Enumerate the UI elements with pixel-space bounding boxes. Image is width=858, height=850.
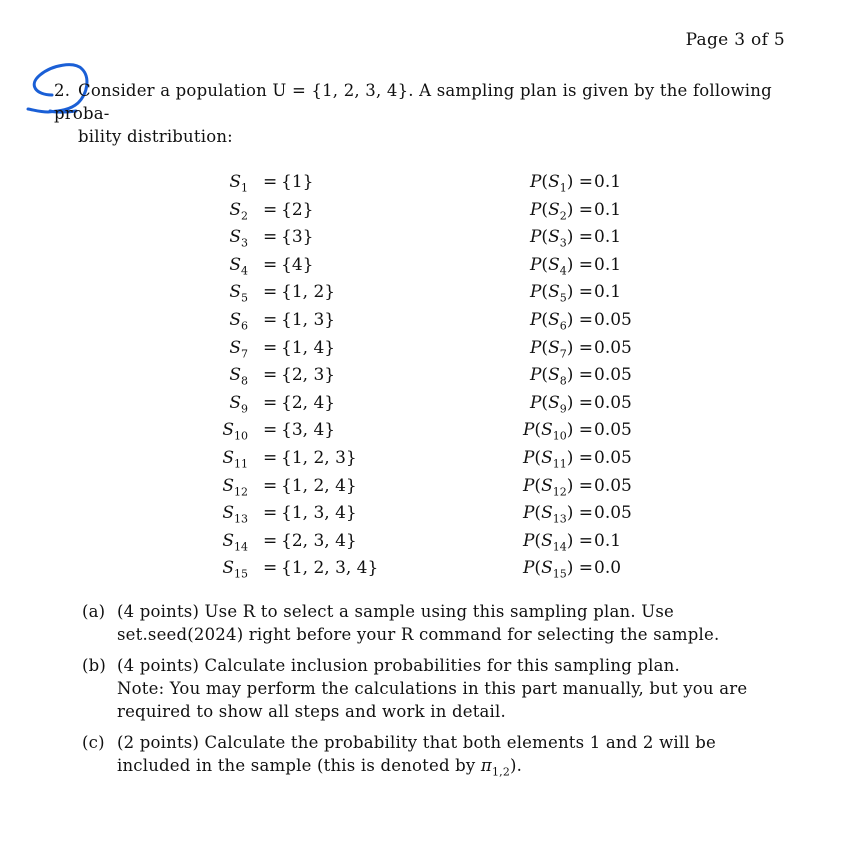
sample-label bbox=[188, 420, 248, 442]
sample-index: 1 bbox=[241, 181, 248, 195]
plan-row bbox=[0, 338, 858, 362]
equals-sign: = bbox=[263, 365, 278, 386]
probability-value: 0.05 bbox=[594, 475, 632, 496]
sample-index: 5 bbox=[241, 291, 248, 305]
probability-value: 0.0 bbox=[594, 558, 622, 579]
probability-label: $P(S_8)$ = bbox=[529, 365, 593, 388]
sample-symbol: S bbox=[229, 172, 241, 192]
probability-value: 0.05 bbox=[594, 365, 632, 386]
sample-label bbox=[188, 172, 248, 194]
sample-symbol: S bbox=[229, 227, 241, 248]
part-text bbox=[117, 731, 785, 783]
sample-symbol: S bbox=[229, 337, 241, 358]
part-c-text-end: ). bbox=[510, 756, 523, 775]
sample-index: 7 bbox=[241, 346, 248, 360]
equals-sign: = bbox=[263, 392, 278, 413]
problem-statement-line-2: bility distribution: bbox=[78, 127, 233, 146]
sample-index: 13 bbox=[234, 512, 248, 526]
sample-index: 10 bbox=[234, 429, 248, 443]
plan-row bbox=[0, 365, 858, 389]
sample-label bbox=[188, 365, 248, 387]
probability-label: $P(S_2)$ = bbox=[529, 199, 593, 222]
sample-index: 15 bbox=[234, 567, 248, 581]
plan-row bbox=[0, 227, 858, 251]
probability-label: $P(S_4)$ = bbox=[529, 254, 593, 278]
sample-set: {4} bbox=[281, 254, 314, 275]
plan-row bbox=[0, 420, 858, 444]
sample-label bbox=[188, 503, 248, 525]
plan-row bbox=[0, 476, 858, 500]
sample-set: {1, 3} bbox=[281, 310, 336, 330]
probability-value: 0.1 bbox=[594, 199, 622, 220]
sample-label bbox=[188, 282, 248, 304]
sample-symbol: S bbox=[222, 503, 234, 524]
sample-symbol: S bbox=[222, 558, 234, 579]
sample-symbol: S bbox=[229, 310, 241, 330]
probability-value: 0.05 bbox=[594, 310, 632, 330]
equals-sign: = bbox=[263, 420, 278, 441]
part-c-text: (2 points) Calculate the probability that both elements 1 and 2 will be included in the sample (this is denoted by bbox=[117, 733, 716, 775]
sample-set: {2} bbox=[281, 199, 314, 220]
problem-statement-line-1: onsider a population U = {1, 2, 3, 4}. A sampling plan is given by the following proba- bbox=[54, 81, 772, 123]
equals-sign: = bbox=[263, 337, 278, 358]
probability-label: $P(S_{12})$ = bbox=[522, 475, 593, 498]
sample-set: {2, 4} bbox=[281, 392, 336, 413]
sample-label bbox=[188, 200, 248, 222]
part-b bbox=[82, 654, 785, 723]
pi-symbol: π bbox=[480, 756, 492, 775]
sample-set: {1, 4} bbox=[281, 337, 336, 358]
sample-index: 11 bbox=[234, 457, 248, 471]
equals-sign: = bbox=[263, 282, 278, 303]
probability-label: $P(S_3)$ = bbox=[529, 227, 593, 250]
probability-label: $P(S_{10})$ = bbox=[522, 420, 593, 443]
sample-index: 2 bbox=[241, 208, 248, 222]
sample-label bbox=[188, 558, 248, 580]
sample-set: {1, 2, 3, 4} bbox=[281, 558, 379, 579]
equals-sign: = bbox=[263, 475, 278, 496]
sample-set: {2, 3} bbox=[281, 365, 336, 386]
equals-sign: = bbox=[263, 558, 278, 579]
equals-sign: = bbox=[263, 254, 278, 275]
sample-label bbox=[188, 338, 248, 360]
sample-set: {3} bbox=[281, 227, 314, 248]
sample-symbol: S bbox=[229, 282, 241, 303]
plan-row bbox=[0, 310, 858, 334]
sample-label bbox=[188, 531, 248, 553]
sample-symbol: S bbox=[222, 530, 234, 551]
sample-symbol: S bbox=[222, 420, 234, 441]
part-a bbox=[82, 600, 785, 646]
sample-set: {1, 2, 3} bbox=[281, 448, 357, 468]
plan-row bbox=[0, 200, 858, 224]
part-label: (b) bbox=[82, 656, 107, 675]
probability-value: 0.1 bbox=[594, 172, 622, 192]
sample-index: 8 bbox=[241, 374, 248, 388]
probability-label: $P(S_{14})$ = bbox=[522, 530, 593, 554]
problem-statement bbox=[54, 79, 785, 148]
part-text: (4 points) Calculate inclusion probabilities for this sampling plan. bbox=[117, 656, 680, 675]
probability-label: $P(S_{15})$ = bbox=[522, 558, 593, 581]
plan-row bbox=[0, 531, 858, 555]
probability-label: $P(S_6)$ = bbox=[529, 310, 593, 333]
probability-label: $P(S_7)$ = bbox=[529, 337, 593, 360]
sample-set: {1, 3, 4} bbox=[281, 503, 357, 524]
equals-sign: = bbox=[263, 530, 278, 551]
probability-value: 0.1 bbox=[594, 254, 622, 275]
sample-index: 12 bbox=[234, 484, 248, 498]
sample-symbol: S bbox=[222, 475, 234, 496]
probability-value: 0.1 bbox=[594, 282, 622, 303]
sample-label bbox=[188, 476, 248, 498]
part-note: Note: You may perform the calculations in this part manually, but you are required to show all steps and work in detail. bbox=[117, 679, 748, 721]
equals-sign: = bbox=[263, 227, 278, 248]
sample-index: 9 bbox=[241, 402, 248, 416]
problem-first-letter: C bbox=[78, 81, 91, 100]
question-parts bbox=[82, 600, 785, 791]
sample-index: 3 bbox=[241, 236, 248, 250]
part-label: (a) bbox=[82, 602, 106, 621]
sample-set: {1} bbox=[281, 172, 314, 192]
sample-label bbox=[188, 393, 248, 415]
sample-set: {3, 4} bbox=[281, 420, 336, 441]
sample-set: {1, 2, 4} bbox=[281, 475, 357, 496]
probability-value: 0.05 bbox=[594, 392, 632, 413]
part-text: (4 points) Use R to select a sample using this sampling plan. Use set.seed(2024) right before your R command for selecting the sample. bbox=[117, 602, 720, 644]
equals-sign: = bbox=[263, 448, 278, 468]
equals-sign: = bbox=[263, 310, 278, 330]
sample-index: 4 bbox=[241, 264, 248, 278]
equals-sign: = bbox=[263, 199, 278, 220]
sample-label bbox=[188, 255, 248, 277]
equals-sign: = bbox=[263, 172, 278, 192]
probability-label: $P(S_{13})$ = bbox=[522, 503, 593, 526]
sample-symbol: S bbox=[229, 392, 241, 413]
plan-row bbox=[0, 503, 858, 527]
part-c bbox=[82, 731, 785, 783]
probability-label: $P(S_9)$ = bbox=[529, 392, 593, 416]
problem-number: 2. bbox=[54, 81, 71, 100]
sample-index: 6 bbox=[241, 319, 248, 333]
sample-index: 14 bbox=[234, 540, 248, 554]
probability-value: 0.05 bbox=[594, 420, 632, 441]
probability-value: 0.05 bbox=[594, 337, 632, 358]
sample-label bbox=[188, 448, 248, 470]
plan-row bbox=[0, 393, 858, 417]
sample-set: {1, 2} bbox=[281, 282, 336, 303]
plan-row bbox=[0, 172, 858, 196]
pi-subscript: 1,2 bbox=[491, 765, 511, 779]
part-label: (c) bbox=[82, 733, 105, 752]
sample-symbol: S bbox=[229, 365, 241, 386]
sample-label bbox=[188, 310, 248, 332]
probability-label: $P(S_5)$ = bbox=[529, 282, 593, 305]
probability-value: 0.05 bbox=[594, 503, 632, 524]
probability-label: $P(S_1)$ = bbox=[529, 172, 593, 195]
sample-symbol: S bbox=[229, 199, 241, 220]
probability-label: $P(S_{11})$ = bbox=[522, 448, 593, 471]
equals-sign: = bbox=[263, 503, 278, 524]
sample-symbol: S bbox=[229, 254, 241, 275]
sample-label bbox=[188, 227, 248, 249]
probability-value: 0.1 bbox=[594, 227, 622, 248]
probability-value: 0.05 bbox=[594, 448, 632, 468]
plan-row bbox=[0, 448, 858, 472]
sample-symbol: S bbox=[222, 448, 234, 468]
plan-row bbox=[0, 282, 858, 306]
plan-row bbox=[0, 558, 858, 582]
sample-set: {2, 3, 4} bbox=[281, 530, 357, 551]
page-number: Page 3 of 5 bbox=[685, 30, 785, 50]
plan-row bbox=[0, 255, 858, 279]
probability-value: 0.1 bbox=[594, 530, 622, 551]
